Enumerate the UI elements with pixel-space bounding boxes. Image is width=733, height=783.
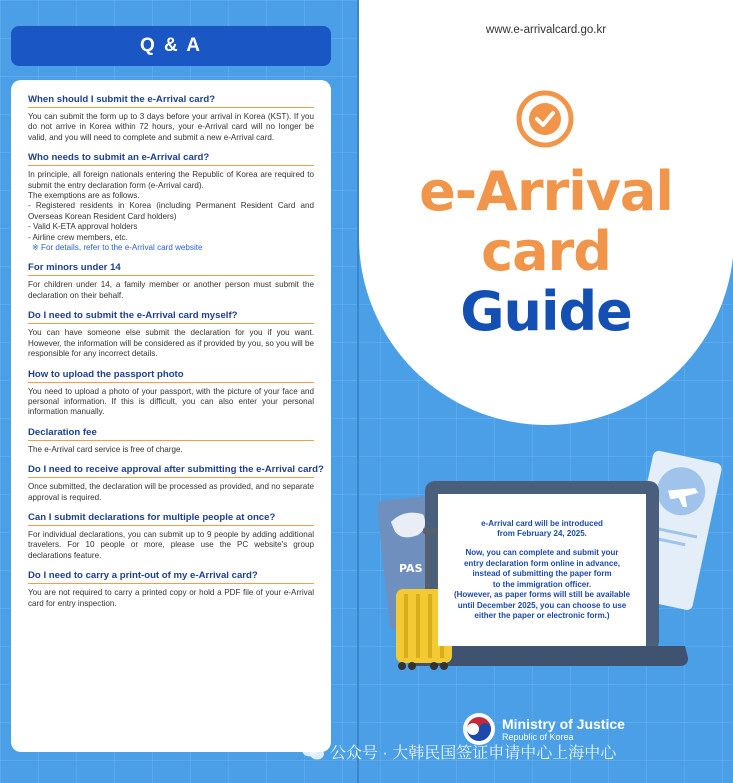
- qa-answer: The e-Arrival card service is free of charge.: [28, 444, 183, 454]
- qa-answer: For children under 14, a family member or another person must submit the declaration on their behalf.: [28, 280, 314, 300]
- website-url: www.e-arrivalcard.go.kr: [485, 24, 607, 36]
- qa-answer-text: In principle, all foreign nationals entering the Republic of Korea are required to submit the entry declaration form (e-Arrival card).: [28, 170, 314, 190]
- screen-text: instead of submitting the paper form: [472, 569, 612, 579]
- laptop-screen: [438, 494, 646, 646]
- wechat-icon: [302, 743, 324, 761]
- qa-question: Do I need to submit the e-Arrival card myself?: [28, 310, 314, 324]
- exemption-item: - Registered residents in Korea (including Permanent Resident Card and Overseas Korean Resident Card holders): [28, 201, 314, 221]
- screen-text: either the paper or electronic form.): [474, 610, 610, 620]
- screen-text: until December 2025, you can choose to use: [457, 600, 627, 610]
- qa-question: For minors under 14: [28, 262, 314, 276]
- website-note: ※ For details, refer to the e-Arrival card website: [32, 243, 203, 253]
- qa-answer: You can submit the form up to 3 days before your arrival in Korea (KST). If you do not arrive in Korea within 72 hours, your e-Arrival card will no longer be valid, and you will need to complete and submit a new e-Arrival card.: [28, 112, 314, 142]
- qa-answer: Once submitted, the declaration will be processed as provided, and no separate approval is required.: [28, 482, 314, 502]
- title-line-3: Guide: [460, 280, 632, 343]
- screen-text: Now, you can complete and submit your: [465, 548, 619, 558]
- title-line-2: card: [481, 220, 611, 283]
- qa-answer: You are not required to carry a printed copy or hold a PDF file of your e-Arrival card for entry inspection.: [28, 588, 314, 608]
- passport-label: PAS: [399, 562, 423, 575]
- ministry-name: Ministry of Justice: [502, 715, 625, 732]
- exemption-item: - Airline crew members, etc.: [28, 232, 128, 242]
- qa-header: Q & A: [11, 26, 331, 66]
- qa-question: How to upload the passport photo: [28, 369, 314, 383]
- qa-question: Do I need to receive approval after submitting the e-Arrival card?: [28, 464, 314, 478]
- qa-question: Declaration fee: [28, 427, 314, 441]
- qa-question: When should I submit the e-Arrival card?: [28, 94, 314, 108]
- exemption-item: - Valid K-ETA approval holders: [28, 222, 138, 232]
- qa-question: Can I submit declarations for multiple people at once?: [28, 512, 314, 526]
- qa-answer: For individual declarations, you can submit up to 9 people by adding additional travelers. For 10 people or more, please use the PC website's group declarations feature.: [28, 529, 314, 560]
- screen-text: e-Arrival card will be introduced: [481, 518, 603, 528]
- watermark: [302, 740, 616, 763]
- qa-question: Who needs to submit an e-Arrival card?: [28, 152, 314, 166]
- qa-answer: You need to upload a photo of your passport, with the picture of your face and personal information. If this is difficult, you can also enter your personal information manually.: [28, 386, 314, 417]
- screen-text: entry declaration form online in advance,: [463, 558, 621, 568]
- screen-text: to the immigration officer.: [492, 579, 592, 589]
- ministry-sub: Republic of Korea: [502, 731, 574, 742]
- title-line-1: e-Arrival: [419, 160, 673, 223]
- qa-answer: You can have someone else submit the declaration for you if you want. However, the information will be considered as if provided by you, so you will be responsible for any incorrect details.: [28, 328, 314, 359]
- screen-text: from February 24, 2025.: [497, 529, 587, 539]
- screen-text: (However, as paper forms will still be available: [453, 590, 631, 600]
- qa-question: Do I need to carry a print-out of my e-Arrival card?: [28, 570, 314, 584]
- watermark-text: 公众号 · 大韩民国签证申请中心上海中心: [330, 745, 617, 762]
- exemptions-title: The exemptions are as follows.: [28, 191, 140, 201]
